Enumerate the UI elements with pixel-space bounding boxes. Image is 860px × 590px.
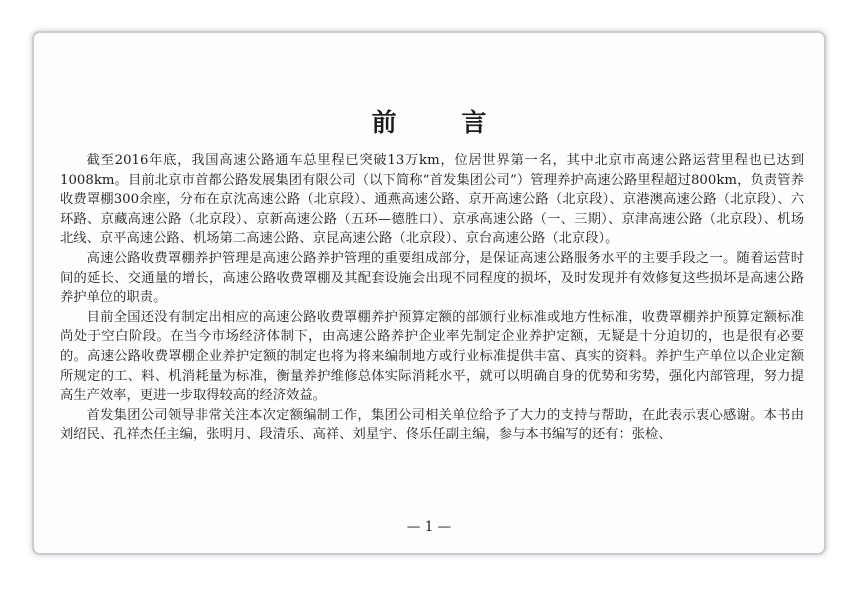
page-title: 前 言 [371, 108, 515, 137]
document-body [60, 151, 804, 445]
paragraph-2: 高速公路收费罩棚养护管理是高速公路养护管理的重要组成部分，是保证高速公路服务水平的主要手段之一。随着运营时间的延长、交通量的增长，高速公路收费罩棚及其配套设施会出现不同程度的损坏，及时发现并有效修复这些损坏是高速公路养护单位的职责。 [60, 250, 804, 306]
paragraph-3: 目前全国还没有制定出相应的高速公路收费罩棚养护预算定额的部颁行业标准或地方性标准，收费罩棚养护预算定额标准尚处于空白阶段。在当今市场经济体制下，由高速公路养护企业率先制定企业养护定额，无疑是十分迫切的，也是很有必要的。高速公路收费罩棚企业养护定额的制定也将为将来编制地方或行业标准提供丰富、真实的资料。养护生产单位以企业定额所规定的工、料、机消耗量为标准，衡量养护维修总体实际消耗水平，就可以明确自身的优势和劣势，强化内部管理，努力提高生产效率，更进一步取得较高的经济效益。 [60, 309, 804, 404]
paragraph-4: 首发集团公司领导非常关注本次定额编制工作，集团公司相关单位给予了大力的支持与帮助，在此表示衷心感谢。本书由刘绍民、孔祥杰任主编，张明月、段清乐、高祥、刘星宇、佟乐任副主编，参与本书编写的还有：张检、 [60, 407, 804, 443]
document-page [32, 31, 826, 555]
page-number: — 1 — [406, 519, 452, 535]
paragraph-1: 截至2016年底，我国高速公路通车总里程已突破13万km，位居世界第一名，其中北京市高速公路运营里程也已达到1008km。目前北京市首都公路发展集团有限公司（以下简称“首发集团公司”）管理养护高速公路里程超过800km，负责管养收费罩棚300余座，分布在京沈高速公路（北京段）、通燕高速公路、京开高速公路（北京段）、京港澳高速公路（北京段）、六环路、京藏高速公路（北京段）、京新高速公路（五环—德胜口）、京承高速公路（一、三期）、京津高速公路（北京段）、机场北线、京平高速公路、机场第二高速公路、京昆高速公路（北京段）、京台高速公路（北京段）。 [60, 153, 804, 247]
